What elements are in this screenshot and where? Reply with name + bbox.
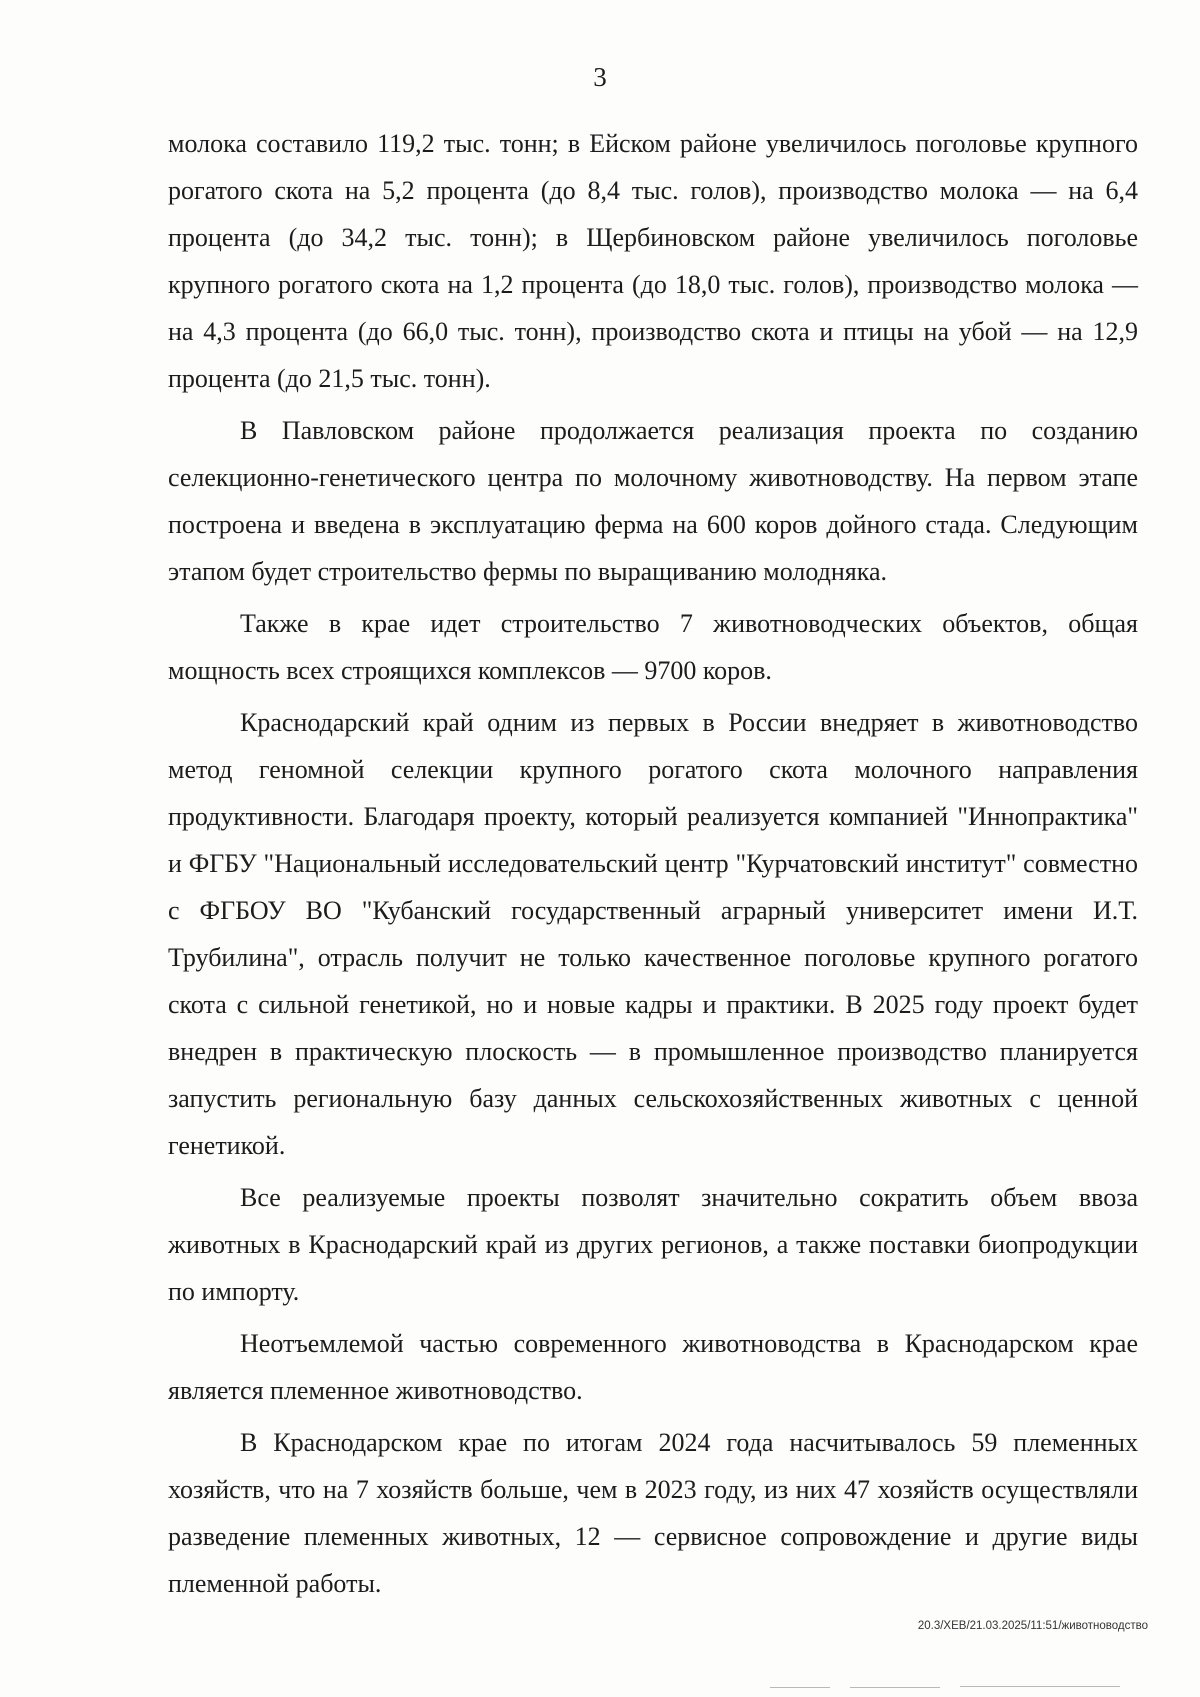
paragraph-continuation: молока составило 119,2 тыс. тонн; в Ейском районе увеличилось поголовье крупного рогатого скота на 5,2 процента (до 8,4 тыс. голов), производство молока — на 6,4 процента (до 34,2 тыс. тонн); в Щербиновском районе увеличилось поголовье крупного рогатого скота на 1,2 процента (до 18,0 тыс. голов), производство молока — на 4,3 процента (до 66,0 тыс. тонн), производство скота и птицы на убой — на 12,9 процента (до 21,5 тыс. тонн). — [168, 129, 1138, 393]
paragraph-breeding-intro: Неотъемлемой частью современного животноводства в Краснодарском крае является племенное животноводство. — [168, 1329, 1138, 1405]
page-number: 3 — [593, 62, 607, 92]
footer-file-id: 20.3/ХЕВ/21.03.2025/11:51/животноводство — [917, 1620, 1148, 1632]
document-body — [168, 120, 1138, 1612]
paragraph-breeding-farms: В Краснодарском крае по итогам 2024 года насчитывалось 59 племенных хозяйств, что на 7 хозяйств больше, чем в 2023 году, из них 47 хозяйств осуществляли разведение племенных животных, 12 — сервисное сопровождение и другие виды племенной работы. — [168, 1428, 1138, 1598]
paragraph-construction: Также в крае идет строительство 7 животноводческих объектов, общая мощность всех строящихся комплексов — 9700 коров. — [168, 609, 1138, 685]
scan-artifact-line — [960, 1686, 1120, 1687]
scan-artifact-line — [850, 1687, 940, 1688]
paragraph-pavlovsky: В Павловском районе продолжается реализация проекта по созданию селекционно-генетического центра по молочному животноводству. На первом этапе построена и введена в эксплуатацию ферма на 600 коров дойного стада. Следующим этапом будет строительство фермы по выращиванию молодняка. — [168, 416, 1138, 586]
paragraph-import-reduction: Все реализуемые проекты позволят значительно сократить объем ввоза животных в Краснодарский край из других регионов, а также поставки биопродукции по импорту. — [168, 1183, 1138, 1306]
paragraph-genomic-selection: Краснодарский край одним из первых в России внедряет в животноводство метод геномной селекции крупного рогатого скота молочного направления продуктивности. Благодаря проекту, который реализуется компанией "Иннопрактика" и ФГБУ "Национальный исследовательский центр "Курчатовский институт" совместно с ФГБОУ ВО "Кубанский государственный аграрный университет имени И.Т. Трубилина", отрасль получит не только качественное поголовье крупного рогатого скота с сильной генетикой, но и новые кадры и практики. В 2025 году проект будет внедрен в практическую плоскость — в промышленное производство планируется запустить региональную базу данных сельскохозяйственных животных с ценной генетикой. — [168, 708, 1138, 1160]
scan-artifact-line — [770, 1687, 830, 1688]
